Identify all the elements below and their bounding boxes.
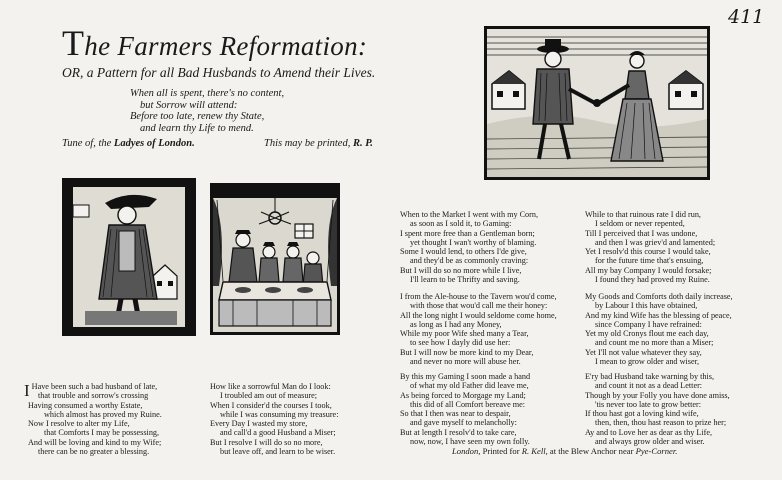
title-initial: T <box>62 23 85 63</box>
verse-line: which almost has proved my Ruine. <box>44 409 162 419</box>
verse-line: But at length I resolv'd to take care, <box>400 427 517 437</box>
stanza-3 <box>400 210 538 284</box>
verse-line: My Goods and Comforts doth daily increase, <box>585 292 733 301</box>
imprint-text: Printed for <box>482 446 520 456</box>
imprint-city: London, <box>452 446 481 456</box>
verse-line: Some I would lend, to others I'de give, <box>400 247 527 257</box>
imprint-publisher: R. Kell, <box>521 446 548 456</box>
stanza-6 <box>585 210 715 284</box>
motto-line: When all is spent, there's no content, <box>130 88 285 99</box>
verse-line: as soon as I sold it, to Gaming: <box>410 219 512 229</box>
tune-line <box>62 138 195 149</box>
verse-line: by Labour I this have obtained, <box>595 301 698 311</box>
verse-line: that Comforts I may be possessing, <box>44 428 160 438</box>
verse-line: But I will do so no more while I live, <box>400 265 522 275</box>
stanza-2 <box>210 382 338 456</box>
verse-line: but leave off, and learn to be wiser. <box>220 447 336 457</box>
motto-line: and learn thy Life to mend. <box>140 122 254 134</box>
verse-line: there can be no greater a blessing. <box>38 447 150 457</box>
imprint-place: Pye-Corner. <box>635 446 678 456</box>
subtitle: OR, a Pattern for all Bad Husbands to Amend their Lives. <box>62 65 376 80</box>
verse-line: yet thought I wan't worthy of blaming. <box>410 237 537 247</box>
verse-line: Yet I'll not value whatever they say, <box>585 347 702 357</box>
verse-line: So that I then was near to despair, <box>400 409 511 419</box>
license-line <box>264 138 373 149</box>
motto-line: but Sorrow will attend: <box>140 99 238 111</box>
verse-line: I mean to grow older and wiser, <box>595 357 700 367</box>
tune-name: Ladyes of London. <box>113 138 195 149</box>
verse-line: Till I perceived that I was undone, <box>585 228 698 238</box>
verse-line: When to the Market I went with my Corn, <box>400 210 539 219</box>
license-prefix: This may be printed, <box>264 138 351 149</box>
verse-line: Having consumed a worthy Estate, <box>28 400 143 410</box>
verse-line: I'll learn to be Thrifty and saving. <box>410 275 520 285</box>
imprint-text: at the Blew Anchor near <box>549 446 634 456</box>
verse-line: Yet my old Cronys flout me each day, <box>585 329 709 339</box>
title-text: he Farmers Reformation: <box>84 31 368 61</box>
verse-line: Yet I resolv'd this course I would take, <box>585 247 711 257</box>
verse-line: How like a sorrowful Man do I look: <box>210 382 331 391</box>
verse-line: for the future time that's ensuing, <box>595 256 704 266</box>
verse-line: since Company I have refrained: <box>595 319 702 329</box>
stanza-initial: I <box>24 381 30 400</box>
stanza-5 <box>400 372 530 446</box>
motto-verse <box>130 88 310 134</box>
verse-line: I troubled am out of measure; <box>220 391 318 401</box>
verse-line: But I will now be more kind to my Dear, <box>400 347 534 357</box>
woodcut-feast <box>210 183 340 335</box>
verse-line: and call'd a good Husband a Miser; <box>220 428 336 438</box>
verse-line: Ay and to Love her as dear as thy Life, <box>585 427 713 437</box>
verse-line: now, now, I have seen my own folly. <box>410 437 530 447</box>
verse-line: If thou hast got a loving kind wife, <box>585 409 699 419</box>
verse-line: and always grow older and wiser. <box>595 437 705 447</box>
stanza-1 <box>24 382 162 456</box>
verse-line: All my bay Company I would forsake; <box>585 265 712 275</box>
license-initials: R. P. <box>352 138 373 149</box>
page-number: 411 <box>728 6 765 28</box>
motto-line: Before too late, renew thy State, <box>130 111 265 122</box>
tune-prefix: Tune of, the <box>62 138 112 149</box>
verse-line: But I resolve I will do so no more, <box>210 437 323 447</box>
verse-line: 'tis never too late to grow better: <box>595 399 702 409</box>
verse-line: and never no more will abuse her. <box>410 357 521 367</box>
verse-line: And will be loving and kind to my Wife; <box>28 437 162 447</box>
verse-line: to see how I dayly did use her: <box>410 338 511 348</box>
stanza-4 <box>400 292 557 366</box>
verse-line: Now I resolve to alter my Life, <box>28 419 130 429</box>
verse-line: and count it not as a dead Letter: <box>595 381 703 391</box>
verse-line: I found they had proved my Ruine. <box>595 275 710 285</box>
imprint <box>452 446 677 456</box>
verse-line: I seldom or never repented, <box>595 219 685 229</box>
verse-line: By this my Gaming I soon made a hand <box>400 372 531 381</box>
verse-line: that trouble and sorrow's crossing <box>38 391 149 401</box>
page-title <box>62 22 367 64</box>
verse-line: and they'd be as commonly craving: <box>410 256 529 266</box>
verse-line: as long as I had any Money, <box>410 319 502 329</box>
verse-line: then, then, thou hast reason to prize her; <box>595 418 727 428</box>
verse-line: and then I was griev'd and lamented; <box>595 237 716 247</box>
verse-line: While to that ruinous rate I did run, <box>585 210 701 219</box>
verse-line: All the long night I would seldome come home, <box>400 310 557 320</box>
verse-line: and count me no more than a Miser; <box>595 338 714 348</box>
verse-line: While my poor Wife shed many a Tear, <box>400 329 529 339</box>
verse-line: Though by your Folly you have done amiss, <box>585 390 730 400</box>
verse-line: this did of all Comfort bereave me: <box>410 399 526 409</box>
verse-line: Have been such a bad husband of late, <box>31 382 158 391</box>
verse-line: E'ry bad Husband take warning by this, <box>585 372 715 381</box>
verse-line: of what my old Father did leave me, <box>410 381 529 391</box>
woodcut-man <box>62 178 196 336</box>
verse-line: and gave myself to melancholly: <box>410 418 517 428</box>
verse-line: I spent more free than a Gentleman born; <box>400 228 535 238</box>
verse-line: Every Day I wasted my store, <box>210 419 308 429</box>
woodcut-couple <box>484 26 710 180</box>
verse-line: When I consider'd the courses I took, <box>210 400 332 410</box>
verse-line: As being forced to Morgage my Land; <box>400 390 526 400</box>
verse-line: with those that wou'd call me their honey: <box>410 301 548 311</box>
verse-line: I from the Ale-house to the Tavern wou'd come, <box>400 292 557 301</box>
verse-line: while I was consuming my treasure: <box>220 409 339 419</box>
stanza-8 <box>585 372 730 446</box>
verse-line: And my kind Wife has the blessing of peace, <box>585 310 732 320</box>
stanza-7 <box>585 292 733 366</box>
